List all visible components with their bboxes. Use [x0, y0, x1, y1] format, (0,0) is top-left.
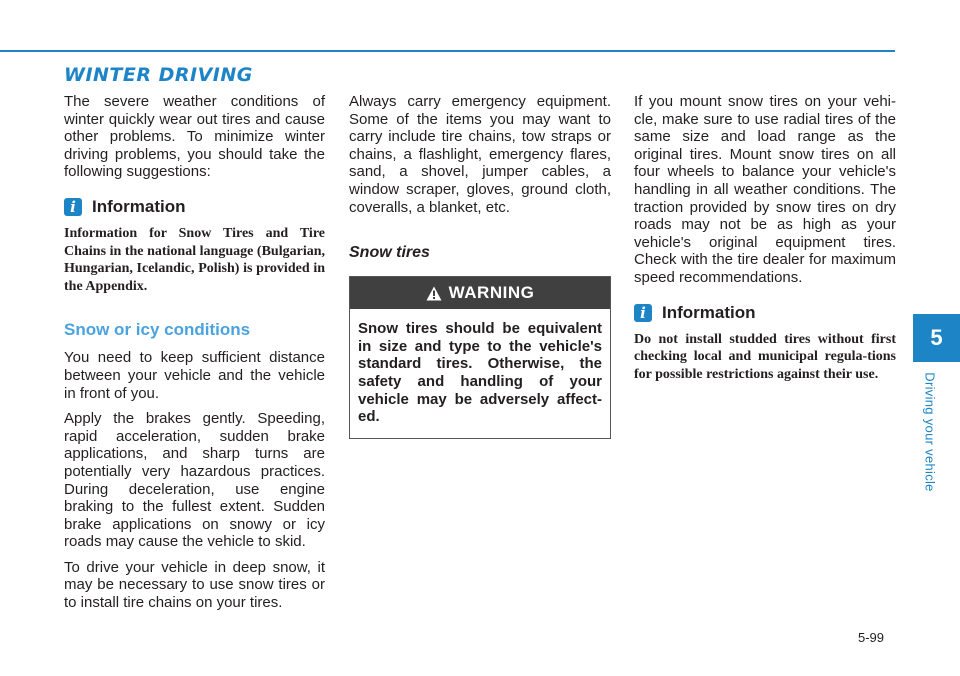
information-label: Information — [662, 302, 756, 322]
paragraph-distance: You need to keep sufficient distance between your vehicle and the vehicle in front of you. — [64, 349, 325, 402]
warning-triangle-icon — [426, 286, 442, 301]
column-right — [634, 93, 896, 383]
chapter-label-text: Driving your vehicle — [922, 372, 938, 492]
warning-box — [349, 276, 611, 439]
paragraph-deep-snow: To drive your vehicle in deep snow, it may be necessary to use snow tires or to install tire chains on your tires. — [64, 558, 325, 612]
information-label: Information — [92, 196, 186, 216]
warning-label: WARNING — [448, 283, 535, 303]
information-heading — [64, 197, 325, 217]
paragraph-emergency-equipment: Always carry emergency equipment. Some of the items you may want to carry include tire chains, tow straps or chains, a flashlight, emergency flares, sand, a shovel, jumper cables, a window scraper, gloves, ground cloth, coveralls, a blanket, etc. — [349, 93, 611, 216]
information-icon: i — [634, 304, 652, 322]
paragraph-mount-snow-tires: If you mount snow tires on your vehi-cle, make sure to use radial tires of the same size and load range as the original tires. Mount snow tires on all four wheels to balance your vehicle's handling in all weather conditions. The traction provided by snow tires on dry roads may not be as high as your vehicle's original equipment tires. Check with the tire dealer for maximum speed recommendations. — [634, 93, 896, 286]
chapter-number-tab: 5 — [913, 314, 960, 362]
warning-text: Snow tires should be equivalent in size and type to the vehicle's standard tires. Otherwise, the safety and handling of your vehicle may be adversely affect-ed. — [358, 320, 602, 426]
page-number: 5-99 — [858, 630, 885, 645]
warning-header — [350, 277, 610, 309]
intro-paragraph: The severe weather conditions of winter quickly wear out tires and cause other problems. To minimize winter driving problems, you should take the following suggestions: — [64, 93, 325, 181]
subheading-snow-tires: Snow tires — [349, 244, 430, 262]
section-title: WINTER DRIVING — [64, 64, 253, 86]
information-icon: i — [64, 198, 82, 216]
column-left — [64, 93, 325, 620]
information-text: Do not install studded tires without first checking local and municipal regula-tions for possible restrictions against their use. — [634, 331, 896, 382]
information-heading — [634, 303, 896, 323]
subheading-snow-icy: Snow or icy conditions — [64, 320, 251, 340]
top-divider — [0, 50, 895, 52]
paragraph-brakes: Apply the brakes gently. Speeding, rapid acceleration, sudden brake applications, and sharp turns are potentially very hazardous practices. During deceleration, use engine braking to the fullest extent. Sudden brake applications on snowy or icy roads may cause the vehicle to skid. — [64, 410, 325, 551]
column-middle — [349, 93, 611, 439]
information-text: Information for Snow Tires and Tire Chains in the national language (Bulgarian, Hungarian, Icelandic, Polish) is provided in the Appendix. — [64, 225, 325, 294]
